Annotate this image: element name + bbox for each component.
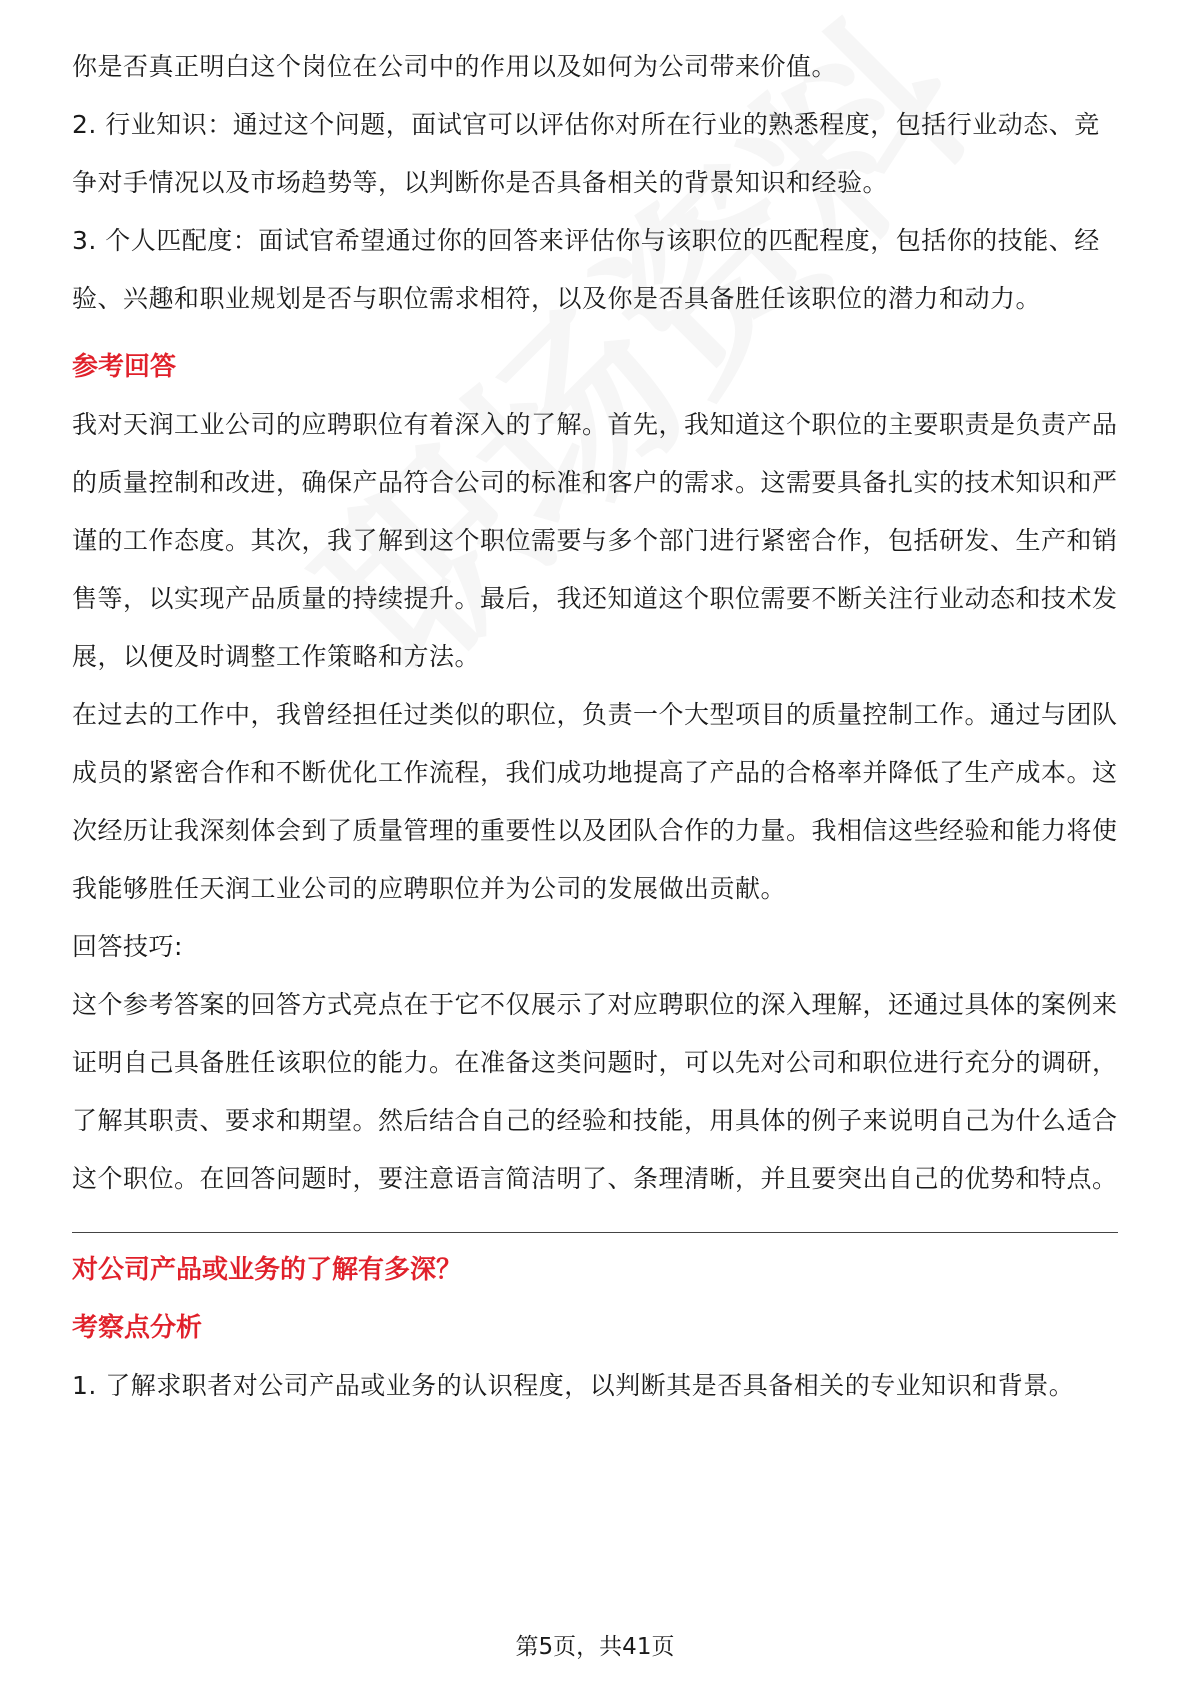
paragraph-industry-knowledge: 2. 行业知识：通过这个问题，面试官可以评估你对所在行业的熟悉程度，包括行业动态、竞争对手情况以及市场趋势等，以判断你是否具备相关的背景知识和经验。 [72,110,1100,197]
analysis-heading: 考察点分析 [72,1313,203,1343]
reference-answer-heading: 参考回答 [72,352,177,382]
reference-paragraph-1: 我对天润工业公司的应聘职位有着深入的了解。首先，我知道这个职位的主要职责是负责产品的质量控制和改进，确保产品符合公司的标准和客户的需求。这需要具备扎实的技术知识和严谨的工作态度。其次，我了解到这个职位需要与多个部门进行紧密合作，包括研发、生产和销售等，以实现产品质量的持续提升。最后，我还知道这个职位需要不断关注行业动态和技术发展，以便及时调整工作策略和方法。 [72,410,1118,671]
tips-label: 回答技巧: [72,932,183,961]
paragraph-continuation: 你是否真正明白这个岗位在公司中的作用以及如何为公司带来价值。 [72,52,838,81]
document-page [72,38,1118,1415]
paragraph-personal-fit: 3. 个人匹配度：面试官希望通过你的回答来评估你与该职位的匹配程度，包括你的技能、经验、兴趣和职业规划是否与职位需求相符，以及你是否具备胜任该职位的潜力和动力。 [72,226,1100,313]
section-divider [72,1232,1118,1233]
page-footer: 第5页，共41页 [515,1634,675,1660]
question-title: 对公司产品或业务的了解有多深？ [72,1255,463,1285]
reference-paragraph-2: 在过去的工作中，我曾经担任过类似的职位，负责一个大型项目的质量控制工作。通过与团队成员的紧密合作和不断优化工作流程，我们成功地提高了产品的合格率并降低了生产成本。这次经历让我深刻体会到了质量管理的重要性以及团队合作的力量。我相信这些经验和能力将使我能够胜任天润工业公司的应聘职位并为公司的发展做出贡献。 [72,700,1118,903]
tips-paragraph: 这个参考答案的回答方式亮点在于它不仅展示了对应聘职位的深入理解，还通过具体的案例来证明自己具备胜任该职位的能力。在准备这类问题时，可以先对公司和职位进行充分的调研，了解其职责、要求和期望。然后结合自己的经验和技能，用具体的例子来说明自己为什么适合这个职位。在回答问题时，要注意语言简洁明了、条理清晰，并且要突出自己的优势和特点。 [72,990,1118,1193]
analysis-paragraph-1: 1. 了解求职者对公司产品或业务的认识程度，以判断其是否具备相关的专业知识和背景。 [72,1371,1075,1400]
